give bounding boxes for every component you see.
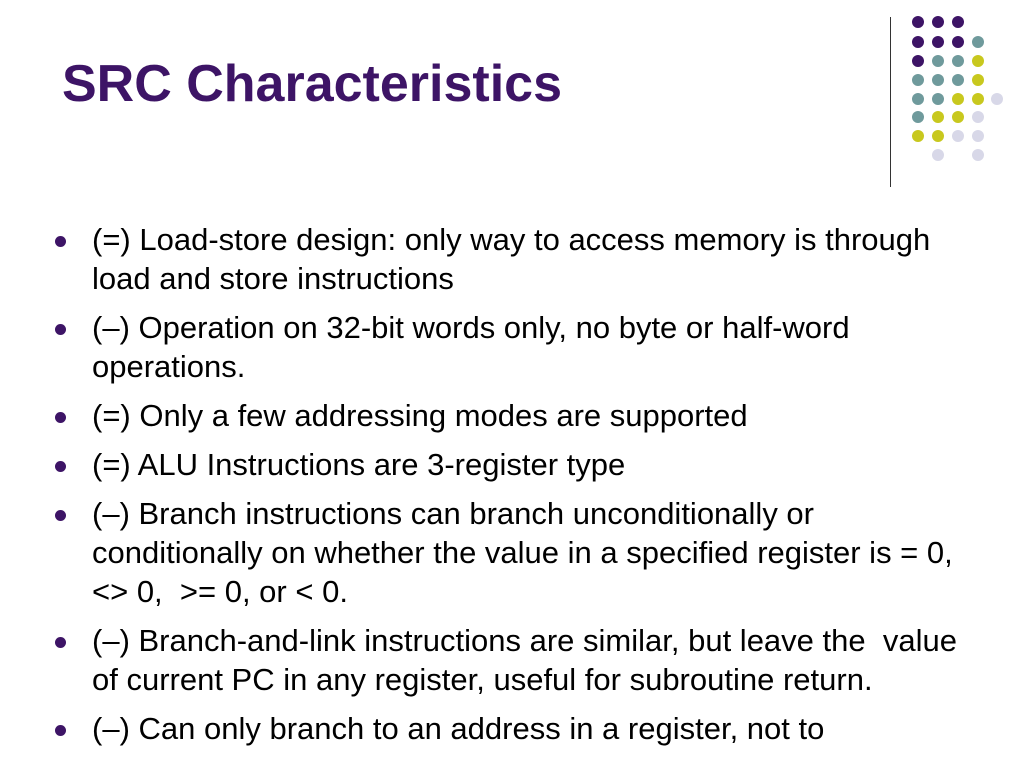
- bullet-dot-icon: [55, 412, 66, 423]
- decorative-dot: [952, 111, 964, 123]
- decorative-dot: [932, 16, 944, 28]
- decorative-dot: [912, 16, 924, 28]
- decorative-dot: [952, 130, 964, 142]
- bullet-list: [48, 220, 978, 758]
- decorative-dot: [932, 93, 944, 105]
- decorative-dot: [972, 74, 984, 86]
- decorative-dot: [912, 93, 924, 105]
- decorative-dot: [972, 55, 984, 67]
- decorative-dot: [952, 36, 964, 48]
- decorative-dot: [972, 93, 984, 105]
- decorative-dot: [972, 149, 984, 161]
- decorative-dot: [932, 36, 944, 48]
- bullet-text: (=) Only a few addressing modes are supported: [92, 398, 748, 433]
- decorative-dot: [991, 93, 1003, 105]
- bullet-item: [48, 445, 978, 484]
- bullet-item: [48, 709, 978, 748]
- bullet-dot-icon: [55, 236, 66, 247]
- bullet-dot-icon: [55, 324, 66, 335]
- slide-title: SRC Characteristics: [62, 55, 562, 113]
- decorative-dot: [932, 74, 944, 86]
- decorative-dot: [952, 74, 964, 86]
- bullet-item: [48, 396, 978, 435]
- bullet-dot-icon: [55, 725, 66, 736]
- decorative-dot: [912, 111, 924, 123]
- decorative-dot: [912, 74, 924, 86]
- bullet-text: (–) Operation on 32-bit words only, no byte or half-word operations.: [92, 310, 859, 384]
- decorative-dot: [972, 130, 984, 142]
- decorative-dot: [972, 111, 984, 123]
- bullet-text: (=) ALU Instructions are 3-register type: [92, 447, 626, 482]
- bullet-text: (=) Load-store design: only way to access memory is through load and store instructions: [92, 222, 939, 296]
- bullet-dot-icon: [55, 510, 66, 521]
- decorative-dot: [932, 111, 944, 123]
- decorative-dot: [912, 36, 924, 48]
- decorative-dot: [952, 93, 964, 105]
- bullet-item: [48, 220, 978, 298]
- decorative-dot: [912, 130, 924, 142]
- bullet-text: (–) Can only branch to an address in a register, not to: [92, 711, 825, 746]
- decorative-dot: [932, 130, 944, 142]
- bullet-item: [48, 494, 978, 611]
- decorative-dot: [912, 55, 924, 67]
- decorative-dot: [932, 149, 944, 161]
- bullet-item: [48, 621, 978, 699]
- bullet-dot-icon: [55, 637, 66, 648]
- decorative-dot: [952, 16, 964, 28]
- decorative-dot: [952, 55, 964, 67]
- title-divider-line: [890, 17, 891, 187]
- bullet-text: (–) Branch instructions can branch unconditionally or conditionally on whether the value in a specified register is = 0, <> 0, >= 0, or < 0.: [92, 496, 970, 609]
- bullet-item: [48, 308, 978, 386]
- bullet-dot-icon: [55, 461, 66, 472]
- bullet-text: (–) Branch-and-link instructions are similar, but leave the value of current PC in any register, useful for subroutine return.: [92, 623, 966, 697]
- decorative-dot: [932, 55, 944, 67]
- decorative-dot: [972, 36, 984, 48]
